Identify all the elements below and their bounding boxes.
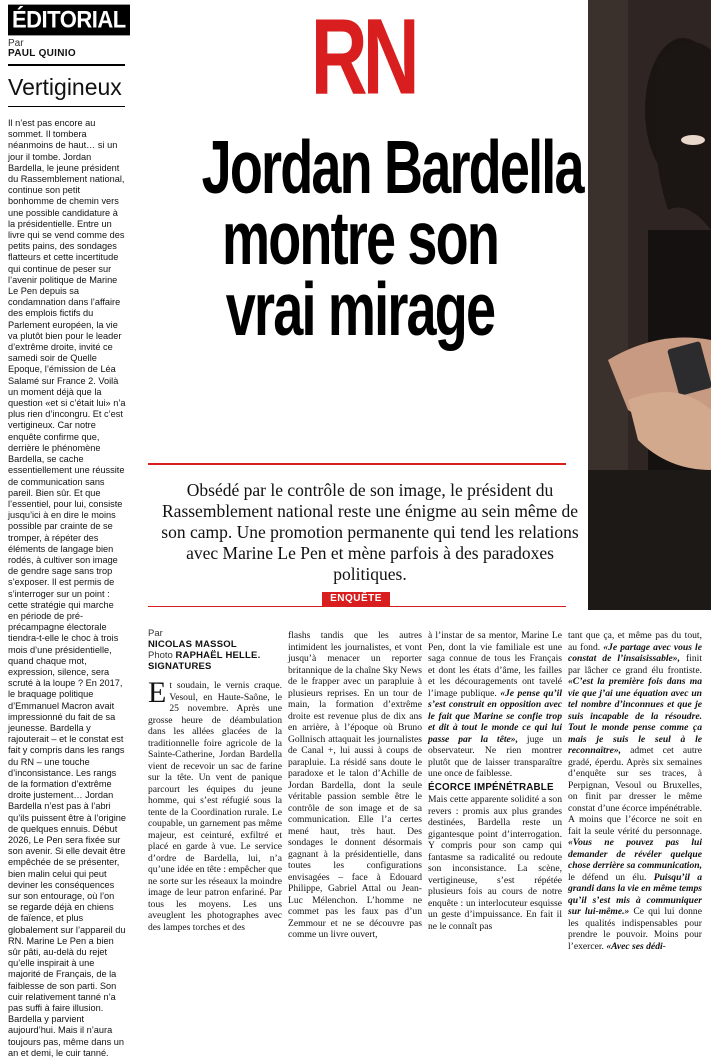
byline-author-line <box>148 628 268 650</box>
byline-by-label: Par <box>148 628 163 639</box>
article-quote: «Avec ses dédi- <box>606 940 666 952</box>
byline-photo-label: Photo <box>148 650 173 661</box>
editorial-heading: Vertigineux <box>8 74 122 100</box>
article-byline <box>148 628 268 672</box>
article-column-1 <box>148 676 282 933</box>
article-text: à l’instar de sa mentor, Marine Le Pen, dont la vie familiale est une saga connue de tous les Français et dont les états d’âme, les failles et les découragements ont tavelé l’image publique. <box>428 630 562 699</box>
photo-jordan-bardella <box>588 0 711 610</box>
article-column-3 <box>428 630 562 932</box>
byline-photo-line <box>148 650 268 672</box>
article-text: Ce qui lui donne les qualités indispensables pour prendre le pouvoir. Moins pour l’exercer. <box>568 906 702 952</box>
editorial-tag: ÉDITORIAL <box>8 5 130 36</box>
article-text: juge un observateur. Ne rien montrer plutôt que de laisser transparaître une once de faiblesse. <box>428 733 562 779</box>
headline-line-3: vrai mirage <box>225 267 495 351</box>
article-text: admet cet autre gradé, éperdu. Après six semaines d’enquête sur ses traces, à Perpignan, Vesoul ou Bruxelles, on finit par dresser le même constat d’une écorce impénétrable. A moins que l’écorce ne soit en fait la seule vérité du personnage. <box>568 745 702 837</box>
editorial-column <box>0 0 130 1058</box>
article-column-2 <box>288 630 422 940</box>
article-text: flashs tandis que les autres intimident les journalistes, et vont jusqu’à menacer un reporter britannique de la chaîne Sky News de le frapper avec un parapluie à plusieurs reprises. En un tour de main, la formation d’extrême droite est revenue plus de dix ans en arrière, à l’époque où Bruno Gollnisch attaquait les journalistes de Canal +, lui aussi à coups de parapluie. La résidé sans doute le paradoxe et le talon d’Achille de Jordan Bardella, dont la seule véritable passion semble être le contrôle de son image et de sa communication. Elle l’a certes mené haut, très haut. Des sondages le donnent désormais gagnant à la présidentielle, dans toutes les configurations envisagées – face à Edouard Philippe, Gabriel Attal ou Jean-Luc Mélenchon. L’homme ne commet pas les faux pas d’un Zemmour et ne se découvre pas comme un livre ouvert, <box>288 630 422 940</box>
divider <box>8 64 125 66</box>
article-text: Mais cette apparente solidité a son revers : promis aux plus grandes destinées, Bardella reste un gigantesque point d’interrogation. Y compris pour son camp qui fantasme sa radicalité ou redoute son inconsistance. La scène, vertigineuse, s’est répétée plusieurs fois au cours de notre enquête : un interlocuteur esquisse un geste d’impuissance. En fait il ne le connaît pas <box>428 794 562 932</box>
headline-line-2: montre son <box>221 196 499 280</box>
headline-line-1: Jordan Bardella <box>201 125 583 209</box>
article-text: finit par lâcher ce grand élu frontiste. <box>568 653 702 676</box>
editorial-author: PAUL QUINIO <box>8 48 76 59</box>
divider <box>148 606 566 607</box>
byline-photographer: RAPHAËL HELLE. <box>175 650 261 661</box>
page-title <box>140 125 583 351</box>
byline-agency: SIGNATURES <box>148 661 212 672</box>
editorial-by-label: Par <box>8 38 24 49</box>
article-subhead: ÉCORCE IMPÉNÉTRABLE <box>428 781 554 793</box>
section-kicker: RN <box>310 0 415 118</box>
article-column-4 <box>568 630 702 952</box>
article-quote: «Vous ne pouvez pas lui demander de révéler quelque chose derrière sa communication, <box>568 837 702 871</box>
divider <box>148 463 566 465</box>
article-text: le défend un élu. <box>568 871 654 883</box>
editorial-body: Il n’est pas encore au sommet. Il tombera néanmoins de haut… si un jour il tombe. Jordan Bardella, le jeune président du Rassemblement national, continue son petit bonhomme de chemin vers une possible candidature à la présidentielle. Entre un livre qui se vend comme des petits pains, des sondages flatteurs et cette incertitude qui continue de peser sur l’avenir politique de Marine Le Pen depuis sa condamnation dans l’affaire des emplois fictifs du Parlement européen, la vie va plutôt bien pour le leader d’extrême droite, invité ce samedi soir de Quelle Epoque, l’émission de Léa Salamé sur France 2. Voilà un moment déjà que la question «et si c’était lui» n’a plus rien d’incongru. Et c’est vertigineux. Car notre enquête confirme que, derrière le phénomène Bardella, se cache essentiellement une réussite de communication sans pareil. Bien sûr. Et que l’essentiel, pour lui, consiste jusqu’ici à en dire le moins possible par crainte de se tromper, à répéter des éléments de langage bien rodés, à cultiver son image de gendre sage sans trop s’exposer. Il est permis de s’interroger sur un point : cette stratégie qui marche en période de pré-précampagne électorale tiendra-t-elle le choc à trois mois d’une présidentielle, quand chaque mot, expression, silence, sera scruté à la loupe ? En 2017, le braquage politique d’Emmanuel Macron avait impressionné du fait de sa jeunesse. Bardella y rajouterait – et le constat est fait y compris dans les rangs du RN – une touche d’inconsistance. Les rangs de la formation d’extrême droite justement… Jordan Bardella n’est pas à l’abri qu’ils puissent être à l’origine de quelques ennuis. Début 2026, Le Pen sera fixée sur son avenir. Si elle devait être empêchée de se présenter, bien malin celui qui peut deviner les conséquences sur son entourage, où l’on se regarde déjà en chiens de faïence, et plus globalement sur l’appareil du RN. Marine Le Pen a bien sûr pâti, au-delà du rejet qu’elle inspirait à une majorité de Français, de la faiblesse de son parti. Son cuir relativement tanné n’a pas suffi à faire illusion. Bardella y parvient aujourd’hui. Mais il n’aura toujours pas, même dans un an et demi, le cuir tanné. <box>8 118 126 1058</box>
divider <box>8 106 125 107</box>
article-text: t soudain, le vernis craque. Vesoul, en Haute-Saône, le 25 novembre. Après une grosse heure de déambulation dans les allées glacées de la traditionnelle foire agricole de la Sainte-Catherine, Jordan Bardella vient de recevoir un sac de farine sur la tête. Un vent de panique parcourt les équipes du jeune homme, qui s’est réfugié sous la tente de la Coordination rurale. Le coupable, un garnement pas même majeur, est ceinturé, exfiltré et placé en garde à vue. Le service d’ordre de Bardella, lui, n’a qu’une idée en tête : empêcher que ne sorte sur les réseaux la moindre image de leur patron enfariné. Par tous les moyens. Les uns aveuglent les photographes avec des lampes torches et des <box>148 680 282 933</box>
article-lead: Obsédé par le contrôle de son image, le président du Rassemblement national reste une énigme au sein même de son camp. Une promotion permanente qui tend les relations avec Marine Le Pen et mène parfois à des paradoxes politiques. <box>161 480 579 584</box>
byline-author: NICOLAS MASSOL <box>148 639 237 650</box>
section-badge: ENQUÊTE <box>322 592 390 606</box>
drop-cap: E <box>148 676 167 709</box>
article-quote: «C’est la première fois dans ma vie que j’ai une équation avec un tel nombre d’inconnues et que je suis incapable de la résoudre. Tout le monde pense comme ça mais je suis le seul à le reconnaître», <box>568 676 702 756</box>
article-quote: Puisqu’il a grandi dans la vie en même temps qu’il s’est mis à communiquer sur lui-même.» <box>568 871 702 917</box>
article-text: tant que ça, et même pas du tout, au fond. <box>568 630 702 653</box>
article-quote: «Je pense qu’il s’est construit en opposition avec le fait que Marine se confie trop et dit à tout le monde ce qui lui passe par la tête», <box>428 687 562 745</box>
article-quote: «Je partage avec vous le constat de l’insaisissable», <box>568 641 702 664</box>
photo-illustration <box>588 0 711 610</box>
